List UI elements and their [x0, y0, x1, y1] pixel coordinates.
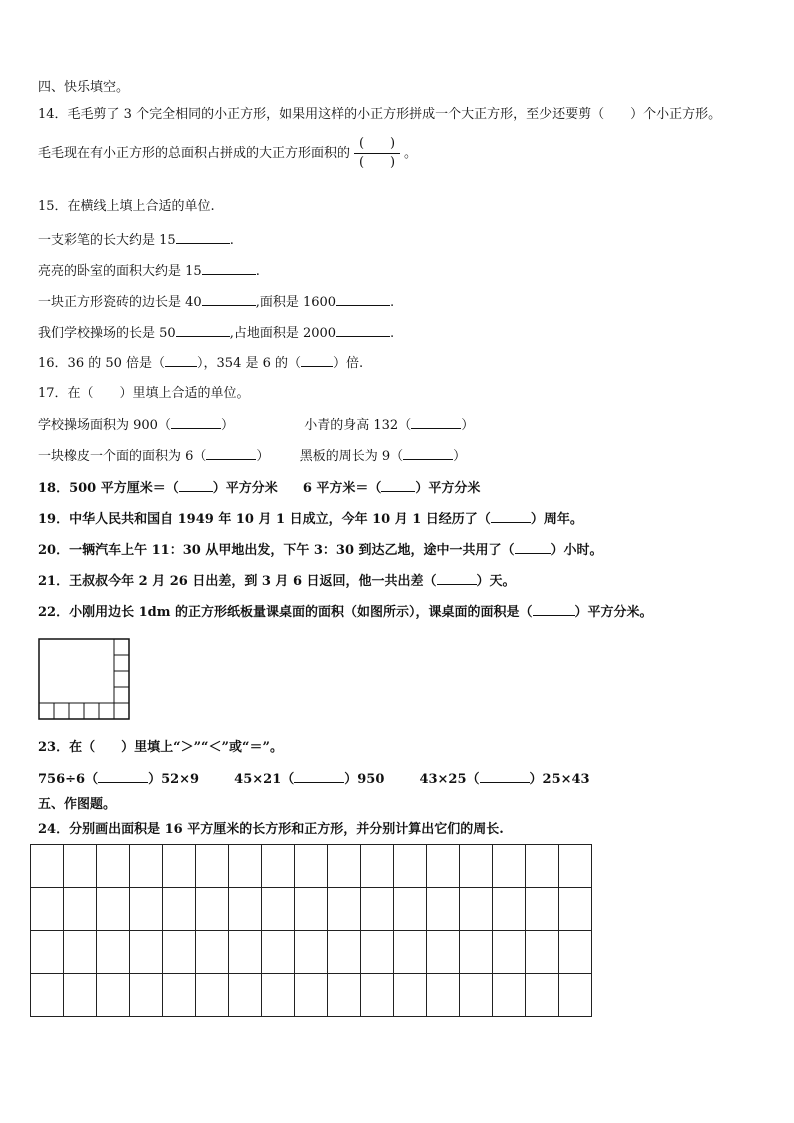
grid-cell[interactable]	[427, 845, 460, 888]
grid-cell[interactable]	[196, 845, 229, 888]
item-dot: .	[255, 264, 260, 279]
grid-cell[interactable]	[361, 931, 394, 974]
grid-cell[interactable]	[31, 931, 64, 974]
fraction-denominator: ( )	[358, 155, 396, 170]
question-23-title: 23．在（ ）里填上“＞”“＜”或“＝”。	[38, 740, 283, 755]
desk-measurement-figure	[38, 638, 132, 722]
grid-cell[interactable]	[196, 888, 229, 931]
grid-cell[interactable]	[64, 845, 97, 888]
expr-3-left: 43×25（	[419, 772, 480, 787]
grid-cell[interactable]	[526, 888, 559, 931]
grid-cell[interactable]	[295, 974, 328, 1017]
compare-blank[interactable]	[480, 771, 530, 783]
grid-cell[interactable]	[460, 888, 493, 931]
unit-blank[interactable]	[206, 448, 256, 460]
expr-2-right: ）950	[344, 772, 385, 787]
compare-blank[interactable]	[98, 771, 148, 783]
grid-cell[interactable]	[31, 974, 64, 1017]
grid-cell[interactable]	[196, 974, 229, 1017]
grid-cell[interactable]	[427, 888, 460, 931]
expr-2-left: 45×21（	[234, 772, 295, 787]
grid-cell[interactable]	[460, 974, 493, 1017]
question-15-item-b	[38, 262, 260, 280]
grid-cell[interactable]	[64, 931, 97, 974]
grid-cell[interactable]	[163, 888, 196, 931]
grid-cell[interactable]	[97, 974, 130, 1017]
question-23-expressions	[38, 771, 590, 788]
q19-part-2: ）周年。	[530, 512, 583, 527]
item-dot: .	[229, 233, 234, 248]
question-16	[38, 355, 363, 372]
grid-cell[interactable]	[328, 931, 361, 974]
unit-blank[interactable]	[336, 293, 390, 306]
grid-cell[interactable]	[328, 845, 361, 888]
desk-right-squares	[114, 639, 129, 703]
grid-cell[interactable]	[196, 931, 229, 974]
q22-part-2: ）平方分米。	[574, 605, 653, 620]
grid-cell[interactable]	[130, 974, 163, 1017]
question-18	[38, 480, 480, 497]
grid-cell[interactable]	[229, 888, 262, 931]
grid-cell[interactable]	[328, 888, 361, 931]
q18-part-2: ）平方分米	[212, 481, 278, 496]
unit-blank[interactable]	[336, 324, 390, 337]
question-14-line-1: 14．毛毛剪了 3 个完全相同的小正方形，如果用这样的小正方形拼成一个大正方形，至少还要剪（ ）个小正方形。	[38, 107, 722, 122]
question-24-title: 24．分别画出面积是 16 平方厘米的长方形和正方形，并分别计算出它们的周长.	[38, 822, 504, 837]
grid-cell[interactable]	[394, 931, 427, 974]
grid-cell[interactable]	[130, 845, 163, 888]
item-text: 我们学校操场的长是 50	[38, 326, 176, 341]
grid-cell[interactable]	[493, 931, 526, 974]
question-14-suffix: 。	[404, 146, 418, 161]
q17-close: ）	[256, 449, 270, 464]
question-15-title: 15．在横线上填上合适的单位.	[38, 199, 215, 214]
fraction-bar	[354, 153, 400, 154]
q21-part-2: ）天。	[476, 574, 516, 589]
grid-cell[interactable]	[394, 974, 427, 1017]
q20-part-1: 20．一辆汽车上午 11：30 从甲地出发，下午 3：30 到达乙地，途中一共用了（	[38, 543, 515, 558]
q17-a2-text: 小青的身高 132（	[304, 418, 412, 433]
section-five-title: 五、作图题。	[38, 797, 117, 812]
question-14-line-2	[38, 136, 417, 171]
q17-b2-text: 黑板的周长为 9（	[299, 449, 404, 464]
compare-blank[interactable]	[294, 771, 344, 783]
grid-cell[interactable]	[229, 931, 262, 974]
grid-cell[interactable]	[31, 845, 64, 888]
q20-part-2: ）小时。	[550, 543, 603, 558]
grid-cell[interactable]	[262, 845, 295, 888]
grid-cell[interactable]	[130, 888, 163, 931]
question-17-title: 17．在（ ）里填上合适的单位。	[38, 386, 250, 401]
grid-cell[interactable]	[559, 845, 592, 888]
grid-cell[interactable]	[97, 888, 130, 931]
question-19	[38, 511, 583, 528]
section-four-title: 四、快乐填空。	[38, 80, 130, 95]
grid-cell[interactable]	[31, 888, 64, 931]
answer-blank[interactable]	[165, 355, 197, 367]
question-20	[38, 542, 603, 559]
grid-cell[interactable]	[493, 974, 526, 1017]
grid-cell[interactable]	[295, 931, 328, 974]
q17-a1-text: 学校操场面积为 900（	[38, 418, 171, 433]
q19-part-1: 19．中华人民共和国自 1949 年 10 月 1 日成立，今年 10 月 1 日经历了（	[38, 512, 491, 527]
expr-3-right: ）25×43	[529, 772, 590, 787]
q18-part-3: 6 平方米＝（	[302, 481, 382, 496]
grid-cell[interactable]	[64, 974, 97, 1017]
desk-bottom-squares	[39, 703, 129, 719]
item-text: 一支彩笔的长大约是 15	[38, 233, 176, 248]
grid-cell[interactable]	[394, 888, 427, 931]
unit-blank[interactable]	[202, 293, 256, 306]
q16-part-3: ）倍.	[333, 356, 364, 371]
unit-blank[interactable]	[176, 324, 230, 337]
unit-blank[interactable]	[411, 417, 461, 429]
q16-part-1: 16．36 的 50 倍是（	[38, 356, 166, 371]
unit-blank[interactable]	[171, 417, 221, 429]
question-15-item-d	[38, 324, 394, 342]
grid-cell[interactable]	[460, 931, 493, 974]
q17-close: ）	[220, 418, 234, 433]
question-17-row-1	[38, 417, 474, 434]
q22-part-1: 22．小刚用边长 1dm 的正方形纸板量课桌面的面积（如图所示），课桌面的面积是（	[38, 605, 533, 620]
grid-cell[interactable]	[229, 845, 262, 888]
answer-blank[interactable]	[515, 542, 551, 554]
grid-cell[interactable]	[427, 931, 460, 974]
answer-blank[interactable]	[301, 355, 333, 367]
grid-cell[interactable]	[361, 845, 394, 888]
unit-blank[interactable]	[176, 231, 230, 244]
grid-cell[interactable]	[394, 845, 427, 888]
q17-close: ）	[461, 418, 475, 433]
item-dot: .	[390, 295, 395, 310]
grid-cell[interactable]	[526, 974, 559, 1017]
item-text-2: ,占地面积是 2000	[229, 326, 337, 341]
grid-cell[interactable]	[97, 845, 130, 888]
grid-cell[interactable]	[559, 931, 592, 974]
answer-blank[interactable]	[381, 480, 415, 492]
item-text: 亮亮的卧室的面积大约是 15	[38, 264, 202, 279]
grid-cell[interactable]	[262, 931, 295, 974]
grid-cell[interactable]	[427, 974, 460, 1017]
item-dot: .	[390, 326, 395, 341]
grid-cell[interactable]	[262, 974, 295, 1017]
grid-cell[interactable]	[526, 931, 559, 974]
q16-part-2: ），354 是 6 的（	[197, 356, 302, 371]
question-15-item-c	[38, 293, 394, 311]
grid-cell[interactable]	[559, 888, 592, 931]
fraction-numerator: ( )	[358, 136, 396, 151]
grid-cell[interactable]	[526, 845, 559, 888]
item-text: 一块正方形瓷砖的边长是 40	[38, 295, 202, 310]
answer-blank[interactable]	[533, 604, 575, 616]
unit-blank[interactable]	[202, 262, 256, 275]
grid-cell[interactable]	[460, 845, 493, 888]
grid-cell[interactable]	[493, 888, 526, 931]
expr-1-right: ）52×9	[148, 772, 200, 787]
grid-cell[interactable]	[163, 931, 196, 974]
q17-close: ）	[453, 449, 467, 464]
grid-cell[interactable]	[229, 974, 262, 1017]
grid-cell[interactable]	[559, 974, 592, 1017]
grid-cell[interactable]	[361, 974, 394, 1017]
grid-cell[interactable]	[295, 888, 328, 931]
answer-blank[interactable]	[437, 573, 477, 585]
answer-fraction[interactable]	[354, 136, 400, 171]
question-22	[38, 604, 653, 621]
grid-cell[interactable]	[130, 931, 163, 974]
answer-blank[interactable]	[179, 480, 213, 492]
item-text-2: ,面积是 1600	[255, 295, 337, 310]
grid-cell[interactable]	[295, 845, 328, 888]
grid-cell[interactable]	[163, 974, 196, 1017]
unit-blank[interactable]	[403, 448, 453, 460]
grid-cell[interactable]	[262, 888, 295, 931]
q21-part-1: 21．王叔叔今年 2 月 26 日出差，到 3 月 6 日返回，他一共出差（	[38, 574, 437, 589]
question-21	[38, 573, 516, 590]
grid-cell[interactable]	[493, 845, 526, 888]
question-17-row-2	[38, 448, 466, 465]
answer-blank[interactable]	[491, 511, 531, 523]
grid-cell[interactable]	[328, 974, 361, 1017]
grid-cell[interactable]	[163, 845, 196, 888]
grid-cell[interactable]	[64, 888, 97, 931]
drawing-grid[interactable]	[30, 844, 592, 1018]
question-15-item-a	[38, 231, 234, 249]
q18-part-1: 18．500 平方厘米＝（	[38, 481, 179, 496]
expr-1-left: 756÷6（	[38, 772, 99, 787]
grid-cell[interactable]	[97, 931, 130, 974]
q18-part-4: ）平方分米	[415, 481, 481, 496]
q17-b1-text: 一块橡皮一个面的面积为 6（	[38, 449, 207, 464]
question-14-fraction-prefix: 毛毛现在有小正方形的总面积占拼成的大正方形面积的	[38, 146, 351, 161]
grid-cell[interactable]	[361, 888, 394, 931]
